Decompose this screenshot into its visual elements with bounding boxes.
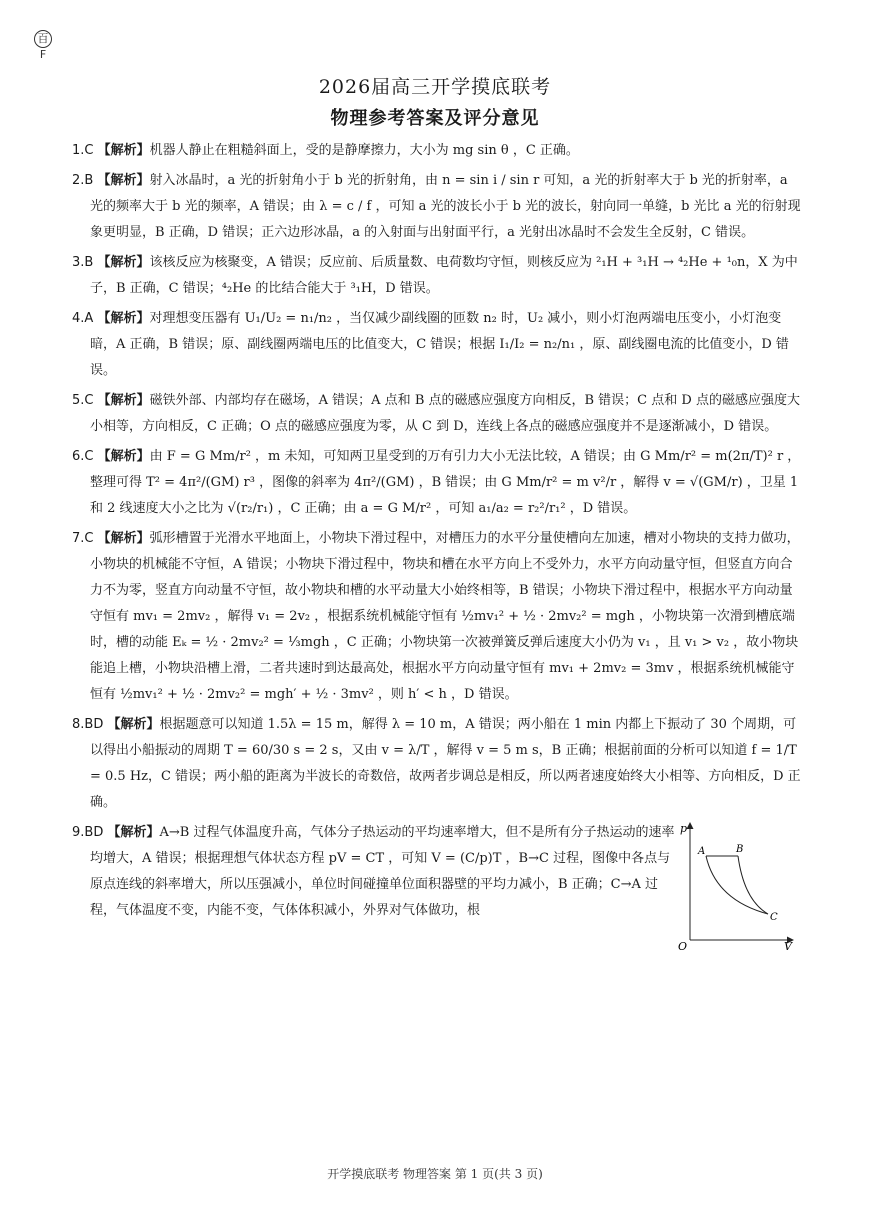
analysis-tag: 【解析】 bbox=[107, 717, 160, 732]
logo-mark: 百F bbox=[34, 30, 52, 48]
question-text: 该核反应为核聚变，A 错误；反应前、后质量数、电荷数均守恒，则核反应为 ²₁H + ³₁H → ⁴₂He + ¹₀n，X 为中子，B 正确，C 错误；⁴₂He 的比结合能大于 ³₁H，D 错误。 bbox=[90, 255, 798, 296]
analysis-tag: 【解析】 bbox=[97, 143, 150, 158]
page-title: 2026届高三开学摸底联考 bbox=[318, 76, 552, 98]
question-number: 6.C bbox=[72, 449, 94, 464]
analysis-tag: 【解析】 bbox=[97, 449, 150, 464]
point-c-label: C bbox=[770, 912, 778, 923]
point-b-label: B bbox=[736, 844, 744, 855]
question-3 bbox=[72, 250, 802, 302]
question-text: 对理想变压器有 U₁/U₂ = n₁/n₂ ，当仅减少副线圈的匝数 n₂ 时，U₂ 减小，则小灯泡两端电压变小，小灯泡变暗，A 正确，B 错误；原、副线圈两端电压的比值变大，C 错误；根据 I₁/I₂ = n₂/n₁ ，原、副线圈电流的比值变小，D 错误。 bbox=[90, 311, 789, 378]
question-8 bbox=[72, 712, 802, 816]
segment-bc bbox=[738, 856, 768, 914]
question-9 bbox=[72, 820, 802, 950]
question-2 bbox=[72, 168, 802, 246]
question-text: 磁铁外部、内部均存在磁场，A 错误；A 点和 B 点的磁感应强度方向相反，B 错误；C 点和 D 点的磁感应强度大小相等，方向相反，C 正确；O 点的磁感应强度为零，从 C 到 D，连线上各点的磁感应强度并不是逐渐减小，D 错误。 bbox=[90, 393, 800, 434]
analysis-tag: 【解析】 bbox=[97, 311, 150, 326]
question-number: 2.B bbox=[72, 173, 94, 188]
question-number: 5.C bbox=[72, 393, 94, 408]
analysis-tag: 【解析】 bbox=[97, 531, 150, 546]
segment-ca bbox=[706, 856, 768, 914]
axis-label-p: p bbox=[680, 822, 688, 835]
question-number: 1.C bbox=[72, 143, 94, 158]
question-number: 8.BD bbox=[72, 717, 104, 732]
question-text: 由 F = G Mm/r² ，m 未知，可知两卫星受到的万有引力大小无法比较，A 错误；由 G Mm/r² = m(2π/T)² r ，整理可得 T² = 4π²/(GM) r³ ，图像的斜率为 4π²/(GM) ，B 错误；由 G Mm/r² = m v²/r ，解得 v = √(GM/r) ，卫星 1 和 2 线速度大小之比为 √(r₂/r₁) ，C 正确；由 a = G M/r² ，可知 a₁/a₂ = r₂²/r₁² ，D 错误。 bbox=[90, 449, 801, 516]
logo bbox=[34, 30, 52, 62]
analysis-tag: 【解析】 bbox=[97, 255, 150, 270]
question-text: 根据题意可以知道 1.5λ = 15 m，解得 λ = 10 m，A 错误；两小船在 1 min 内都上下振动了 30 个周期，可以得出小船振动的周期 T = 60/30 s = 2 s，又由 v = λ/T ，解得 v = 5 m s，B 正确；根据前面的分析可以知道 f = 1/T = 0.5 Hz，C 错误；两小船的距离为半波长的奇数倍，故两者步调总是相反，所以两者速度始终大小相等、方向相反，D 正确。 bbox=[90, 717, 801, 810]
question-1 bbox=[72, 138, 802, 164]
question-text: 机器人静止在粗糙斜面上，受的是静摩擦力，大小为 mg sin θ ，C 正确。 bbox=[149, 143, 579, 158]
point-a-label: A bbox=[698, 846, 706, 857]
question-7 bbox=[72, 526, 802, 708]
analysis-tag: 【解析】 bbox=[97, 393, 150, 408]
answer-list bbox=[72, 134, 802, 950]
question-text: A→B 过程气体温度升高，气体分子热运动的平均速率增大，但不是所有分子热运动的速率均增大，A 错误；根据理想气体状态方程 pV = CT ，可知 V = (C/p)T ，B→C 过程，图像中各点与原点连线的斜率增大，所以压强减小，单位时间碰撞单位面积器壁的平均力减小，B 正确；C→A 过程，气体温度不变，内能不变，气体体积减小，外界对气体做功，根 bbox=[90, 825, 675, 918]
page-footer: 开学摸底联考 物理答案 第 1 页(共 3 页) bbox=[327, 1167, 543, 1181]
analysis-tag: 【解析】 bbox=[97, 173, 150, 188]
question-number: 7.C bbox=[72, 531, 94, 546]
question-text: 弧形槽置于光滑水平地面上，小物块下滑过程中，对槽压力的水平分量使槽向左加速，槽对小物块的支持力做功，小物块的机械能不守恒，A 错误；小物块下滑过程中，物块和槽在水平方向上不受外力，水平方向动量守恒，但竖直方向合力不为零，竖直方向动量不守恒，故小物块和槽的水平动量大小始终相等，B 错误；小物块下滑过程中，根据水平方向动量守恒有 mv₁ = 2mv₂ ，解得 v₁ = 2v₂ ，根据系统机械能守恒有 ½mv₁² + ½ · 2mv₂² = mgh ，小物块第一次滑到槽底端时，槽的动能 Eₖ = ½ · 2mv₂² = ⅓mgh ，C 正确；小物块第一次被弹簧反弹后速度大小仍为 v₁ ，且 v₁ > v₂ ，故小物块能追上槽，小物块沿槽上滑，二者共速时到达最高处，根据水平方向动量守恒有 mv₁ + 2mv₂ = 3mv ，根据系统机械能守恒有 ½mv₁² + ½ · 2mv₂² = mgh′ + ½ · 3mv² ，则 h′ < h ，D 错误。 bbox=[90, 531, 800, 702]
question-6 bbox=[72, 444, 802, 522]
question-number: 9.BD bbox=[72, 825, 104, 840]
axis-label-v: V bbox=[784, 940, 792, 950]
question-4 bbox=[72, 306, 802, 384]
pv-graph bbox=[676, 820, 796, 950]
page-subtitle: 物理参考答案及评分意见 bbox=[330, 108, 540, 129]
question-number: 3.B bbox=[72, 255, 94, 270]
question-text: 射入冰晶时，a 光的折射角小于 b 光的折射角，由 n = sin i / sin r 可知，a 光的折射率大于 b 光的折射率，a 光的频率大于 b 光的频率，A 错误；由 λ = c / f ，可知 a 光的波长小于 b 光的波长，射向同一单缝，b 光比 a 光的衍射现象更明显，B 正确，D 错误；正六边形冰晶，a 的入射面与出射面平行，a 光射出冰晶时不会发生全反射，C 错误。 bbox=[90, 173, 801, 240]
origin-label: O bbox=[678, 940, 688, 950]
analysis-tag: 【解析】 bbox=[107, 825, 160, 840]
question-number: 4.A bbox=[72, 311, 94, 326]
question-5 bbox=[72, 388, 802, 440]
